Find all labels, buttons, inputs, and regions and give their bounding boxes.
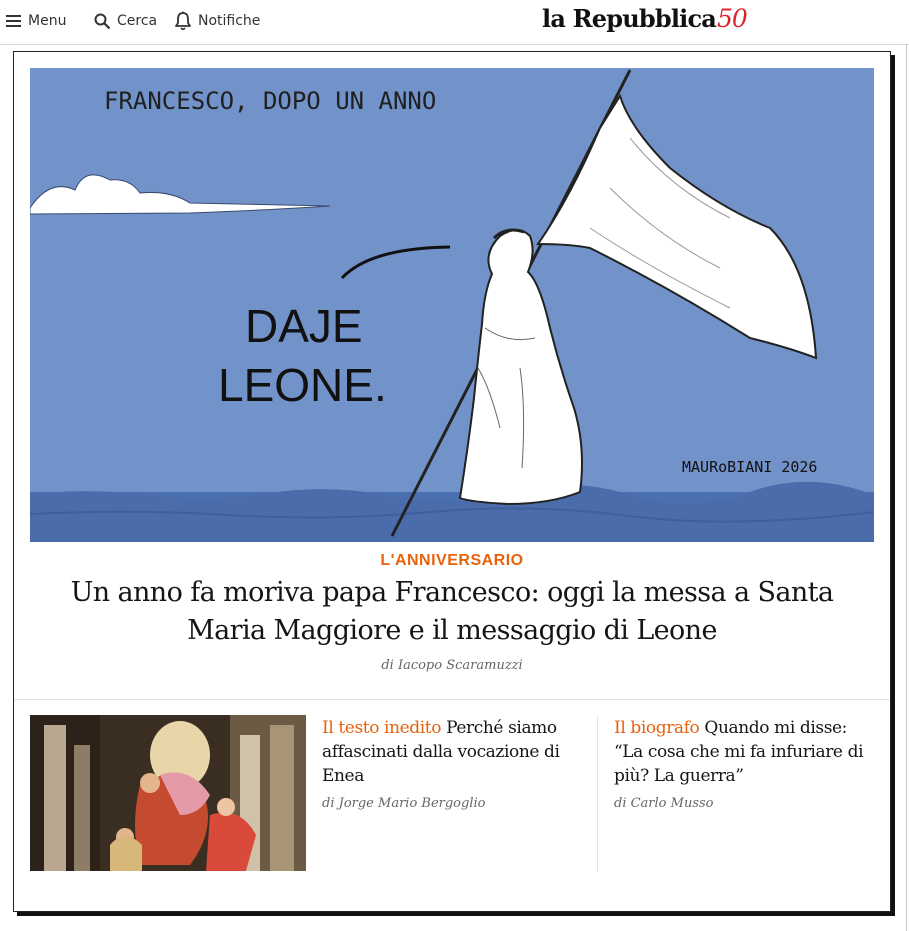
- cartoon-speech-line-2: LEONE.: [218, 359, 387, 411]
- logo-anniversary-number: 50: [717, 4, 747, 33]
- top-navigation-bar: [0, 0, 909, 45]
- secondary-story-2-kicker: Il biografo: [614, 718, 700, 738]
- cartoon-signature: MAURoBIANI 2026: [682, 458, 818, 476]
- aeneas-painting-thumbnail[interactable]: [30, 715, 306, 871]
- search-button[interactable]: [94, 10, 157, 32]
- menu-label: Menu: [28, 13, 67, 29]
- secondary-story-1-byline: di Jorge Mario Bergoglio: [322, 796, 486, 811]
- cartoon-caption: FRANCESCO, DOPO UN ANNO: [104, 87, 437, 115]
- secondary-story-1-kicker: Il testo inedito: [322, 718, 442, 738]
- column-separator: [597, 716, 598, 872]
- secondary-story-1-headline: Perché siamo affascinati dalla vocazione di Enea: [322, 718, 560, 786]
- cartoon-speech-line-1: DAJE: [245, 300, 363, 352]
- search-label: Cerca: [117, 13, 158, 29]
- notifications-label: Notifiche: [198, 13, 261, 29]
- bell-icon: [174, 11, 192, 31]
- secondary-story-2-headline: Quando mi disse: “La cosa che mi fa infuriare di più? La guerra”: [614, 718, 864, 786]
- secondary-story-1-title: [322, 716, 578, 788]
- secondary-story-2-byline: di Carlo Musso: [614, 796, 714, 811]
- hero-cartoon-image[interactable]: [30, 68, 874, 542]
- secondary-story-2[interactable]: [614, 716, 870, 811]
- secondary-story-2-title: [614, 716, 870, 788]
- page-scroll-edge: [906, 44, 907, 931]
- magnifier-icon: [94, 13, 111, 30]
- main-story-headline[interactable]: Un anno fa moriva papa Francesco: oggi la messa a Santa Maria Maggiore e il messaggio di Leone: [70, 577, 834, 646]
- section-divider: [14, 699, 890, 700]
- main-story-kicker: L'ANNIVERSARIO: [380, 552, 524, 569]
- notifications-button[interactable]: [174, 10, 260, 32]
- site-logo[interactable]: [542, 4, 747, 38]
- hamburger-icon: [6, 14, 22, 28]
- featured-story-card: [13, 51, 891, 912]
- secondary-story-1[interactable]: [322, 716, 578, 811]
- logo-wordmark: la Repubblica: [542, 4, 717, 33]
- main-story-byline: di Iacopo Scaramuzzi: [381, 658, 523, 673]
- menu-button[interactable]: [6, 10, 66, 32]
